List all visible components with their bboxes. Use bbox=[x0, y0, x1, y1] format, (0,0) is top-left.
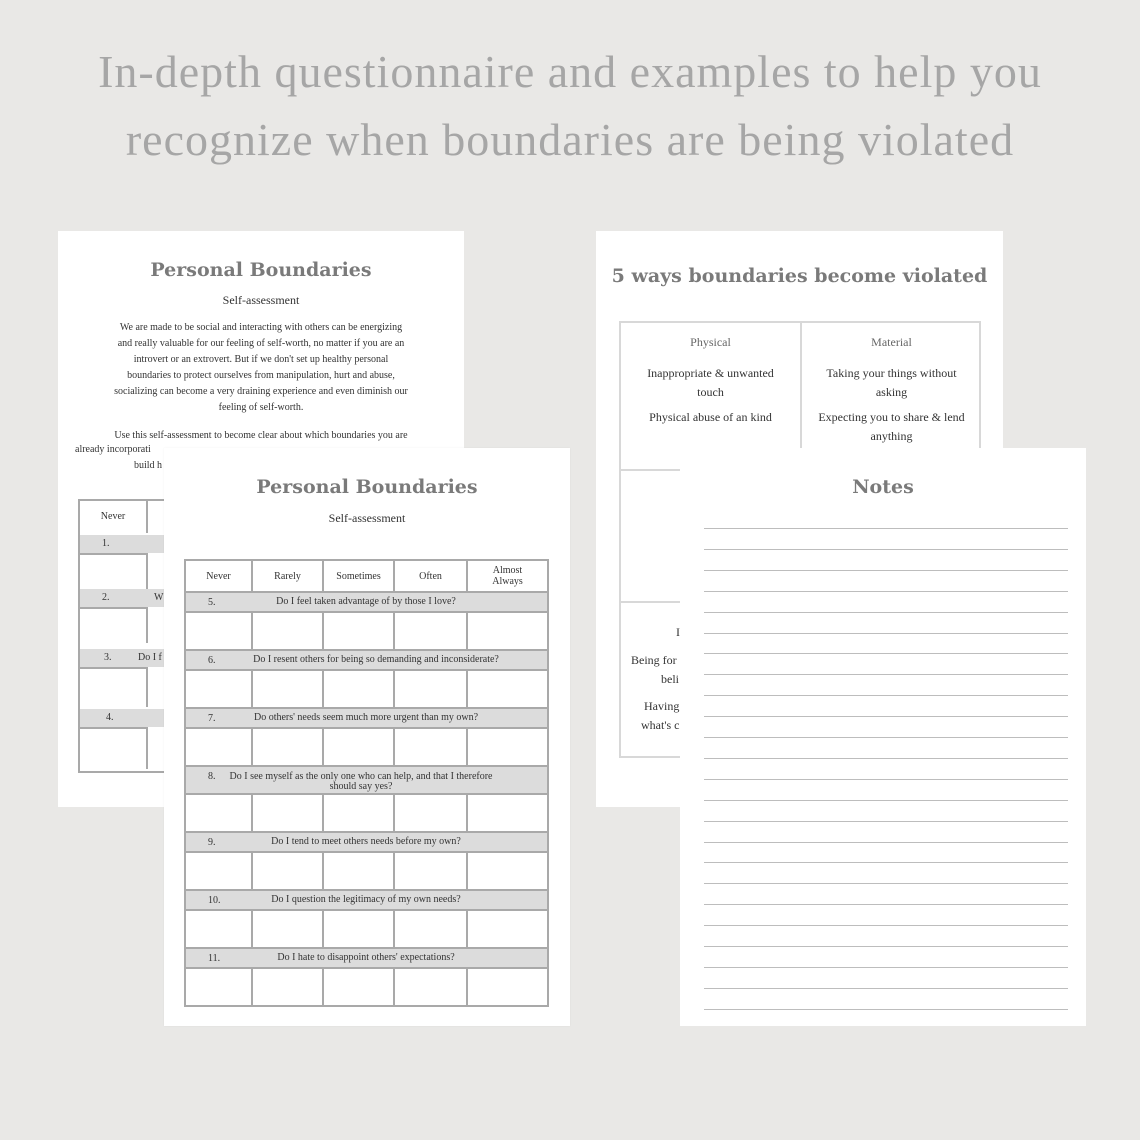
material-column bbox=[802, 323, 981, 446]
note-line[interactable] bbox=[704, 904, 1068, 905]
question-text: Do I hate to disappoint others' expectations? bbox=[277, 951, 455, 963]
physical-item: Physical abuse of an kind bbox=[649, 410, 772, 424]
question-number: 2. bbox=[102, 592, 110, 603]
answer-cell-often[interactable] bbox=[394, 910, 467, 948]
answer-cell-sometimes[interactable] bbox=[323, 728, 394, 766]
column-header: Rarely bbox=[252, 560, 323, 592]
answer-cell-often[interactable] bbox=[394, 794, 467, 832]
note-line[interactable] bbox=[704, 1009, 1068, 1010]
answer-row bbox=[80, 553, 148, 589]
answer-cell-never[interactable] bbox=[185, 670, 252, 708]
page-subtitle: Self-assessment bbox=[328, 511, 406, 525]
violation-fragment: Having bbox=[644, 699, 680, 713]
question-row bbox=[185, 650, 548, 670]
answer-cell-never[interactable] bbox=[185, 968, 252, 1006]
answer-row bbox=[80, 607, 148, 643]
note-line[interactable] bbox=[704, 528, 1068, 529]
note-line[interactable] bbox=[704, 737, 1068, 738]
answer-cell-sometimes[interactable] bbox=[323, 612, 394, 650]
violation-fragment: Being for bbox=[631, 653, 677, 667]
intro-line: feeling of self-worth. bbox=[218, 402, 304, 413]
question-number: 6. bbox=[208, 654, 216, 666]
note-line[interactable] bbox=[704, 633, 1068, 634]
answer-cell-never[interactable] bbox=[185, 794, 252, 832]
answer-row bbox=[185, 728, 548, 766]
answer-row bbox=[185, 968, 548, 1006]
answer-row bbox=[185, 794, 548, 832]
note-line[interactable] bbox=[704, 925, 1068, 926]
answer-cell-never[interactable] bbox=[185, 910, 252, 948]
answer-cell-sometimes[interactable] bbox=[323, 968, 394, 1006]
note-line[interactable] bbox=[704, 674, 1068, 675]
column-header: Sometimes bbox=[323, 560, 394, 592]
answer-row bbox=[80, 727, 148, 769]
answer-cell-often[interactable] bbox=[394, 670, 467, 708]
question-number: 8. bbox=[208, 770, 216, 782]
question-row bbox=[185, 948, 548, 968]
page-subtitle: Self-assessment bbox=[222, 293, 300, 307]
question-number: 11. bbox=[208, 952, 221, 964]
answer-cell-often[interactable] bbox=[394, 728, 467, 766]
usage-line: Use this self-assessment to become clear about which boundaries you are bbox=[114, 430, 408, 441]
question-number: 4. bbox=[106, 712, 114, 723]
answer-row bbox=[185, 910, 548, 948]
question-text: Do others' needs seem much more urgent than my own? bbox=[253, 711, 479, 723]
violation-fragment: beli bbox=[661, 672, 679, 686]
column-header: Often bbox=[394, 560, 467, 592]
answer-cell-rarely[interactable] bbox=[252, 728, 323, 766]
note-line[interactable] bbox=[704, 862, 1068, 863]
answer-row bbox=[185, 612, 548, 650]
question-row bbox=[185, 592, 548, 612]
question-number: 9. bbox=[208, 836, 216, 848]
page-title: Personal Boundaries bbox=[256, 476, 478, 498]
answer-cell-often[interactable] bbox=[394, 968, 467, 1006]
question-text-partial: Do I f bbox=[138, 652, 162, 663]
answer-cell-almost-always[interactable] bbox=[467, 670, 548, 708]
question-text: Do I resent others for being so demanding and inconsiderate? bbox=[253, 653, 499, 665]
question-number: 3. bbox=[104, 652, 112, 663]
answer-cell-sometimes[interactable] bbox=[323, 670, 394, 708]
answer-cell-rarely[interactable] bbox=[252, 968, 323, 1006]
intro-line: boundaries to protect ourselves from manipulation, hurt and abuse, bbox=[127, 370, 395, 381]
note-line[interactable] bbox=[704, 716, 1068, 717]
answer-cell-rarely[interactable] bbox=[252, 794, 323, 832]
usage-line-partial: build h bbox=[134, 460, 163, 471]
question-text: Do I see myself as the only one who can help, and that I therefore should say yes? bbox=[229, 770, 493, 792]
note-line[interactable] bbox=[704, 549, 1068, 550]
intro-line: socializing can become a very draining experience and even diminish our bbox=[114, 386, 408, 397]
assessment-table-partial bbox=[78, 499, 170, 773]
intro-line: and really valuable for our feeling of self-worth, no matter if you are an bbox=[117, 338, 405, 349]
question-text: Do I question the legitimacy of my own needs? bbox=[271, 893, 461, 905]
page-self-assessment-questions bbox=[164, 448, 570, 1026]
note-line[interactable] bbox=[704, 612, 1068, 613]
note-line[interactable] bbox=[704, 967, 1068, 968]
note-line[interactable] bbox=[704, 758, 1068, 759]
question-row bbox=[185, 832, 548, 852]
question-number: 7. bbox=[208, 712, 216, 724]
question-text: Do I tend to meet others needs before my own? bbox=[271, 835, 461, 847]
material-item: Taking your things without asking bbox=[826, 366, 957, 399]
question-number: 5. bbox=[208, 596, 216, 608]
question-number: 10. bbox=[208, 894, 221, 906]
answer-row bbox=[185, 670, 548, 708]
note-line[interactable] bbox=[704, 800, 1068, 801]
table-header-never: Never bbox=[80, 501, 148, 533]
headline-line-1: In-depth questionnaire and examples to help you bbox=[98, 46, 1042, 97]
headline bbox=[0, 38, 1140, 174]
note-line[interactable] bbox=[704, 821, 1068, 822]
page-title: Notes bbox=[852, 476, 914, 498]
answer-cell-sometimes[interactable] bbox=[323, 794, 394, 832]
answer-cell-often[interactable] bbox=[394, 612, 467, 650]
page-notes bbox=[680, 448, 1086, 1026]
answer-cell-sometimes[interactable] bbox=[323, 910, 394, 948]
answer-cell-never[interactable] bbox=[185, 612, 252, 650]
question-row bbox=[80, 709, 170, 727]
answer-cell-rarely[interactable] bbox=[252, 910, 323, 948]
answer-cell-rarely[interactable] bbox=[252, 852, 323, 890]
intro-line: We are made to be social and interacting with others can be energizing bbox=[119, 322, 403, 333]
answer-cell-almost-always[interactable] bbox=[467, 794, 548, 832]
note-line[interactable] bbox=[704, 779, 1068, 780]
usage-line-partial: already incorporati bbox=[75, 444, 151, 455]
question-text: Do I feel taken advantage of by those I love? bbox=[276, 595, 456, 607]
material-item: Expecting you to share & lend anything bbox=[818, 410, 965, 443]
column-header: Almost Always bbox=[467, 560, 548, 592]
question-row bbox=[185, 708, 548, 728]
answer-row bbox=[80, 667, 148, 707]
note-line[interactable] bbox=[704, 988, 1068, 989]
page-title: 5 ways boundaries become violated bbox=[611, 265, 988, 287]
material-heading: Material bbox=[871, 335, 912, 349]
answer-row bbox=[185, 852, 548, 890]
answer-cell-sometimes[interactable] bbox=[323, 852, 394, 890]
note-line[interactable] bbox=[704, 695, 1068, 696]
assessment-table bbox=[184, 559, 549, 1007]
question-row bbox=[80, 589, 170, 607]
note-line[interactable] bbox=[704, 883, 1068, 884]
answer-cell-never[interactable] bbox=[185, 728, 252, 766]
note-line[interactable] bbox=[704, 591, 1068, 592]
answer-cell-almost-always[interactable] bbox=[467, 728, 548, 766]
note-line[interactable] bbox=[704, 842, 1068, 843]
question-row bbox=[185, 766, 548, 794]
question-row bbox=[80, 535, 170, 553]
answer-cell-almost-always[interactable] bbox=[467, 968, 548, 1006]
table-header bbox=[185, 560, 548, 592]
physical-heading: Physical bbox=[690, 335, 731, 349]
note-line[interactable] bbox=[704, 653, 1068, 654]
intro-line: introvert or an extrovert. But if we don't set up healthy personal bbox=[133, 354, 389, 365]
physical-column bbox=[621, 323, 800, 427]
question-number: 1. bbox=[102, 538, 110, 549]
question-text-partial: W bbox=[154, 592, 164, 603]
violation-fragment: what's c bbox=[641, 718, 680, 732]
violation-fragment: I bbox=[676, 625, 680, 639]
answer-cell-rarely[interactable] bbox=[252, 670, 323, 708]
intro-paragraph bbox=[78, 320, 444, 416]
note-line[interactable] bbox=[704, 946, 1068, 947]
answer-cell-almost-always[interactable] bbox=[467, 852, 548, 890]
question-row bbox=[185, 890, 548, 910]
answer-cell-almost-always[interactable] bbox=[467, 910, 548, 948]
question-row bbox=[80, 649, 170, 667]
headline-line-2: recognize when boundaries are being violated bbox=[125, 114, 1015, 165]
answer-cell-rarely[interactable] bbox=[252, 612, 323, 650]
page-title: Personal Boundaries bbox=[150, 259, 372, 281]
physical-item: Inappropriate & unwanted touch bbox=[647, 366, 774, 399]
answer-cell-never[interactable] bbox=[185, 852, 252, 890]
usage-paragraph bbox=[68, 428, 454, 444]
answer-cell-often[interactable] bbox=[394, 852, 467, 890]
column-header: Never bbox=[185, 560, 252, 592]
note-line[interactable] bbox=[704, 570, 1068, 571]
answer-cell-almost-always[interactable] bbox=[467, 612, 548, 650]
